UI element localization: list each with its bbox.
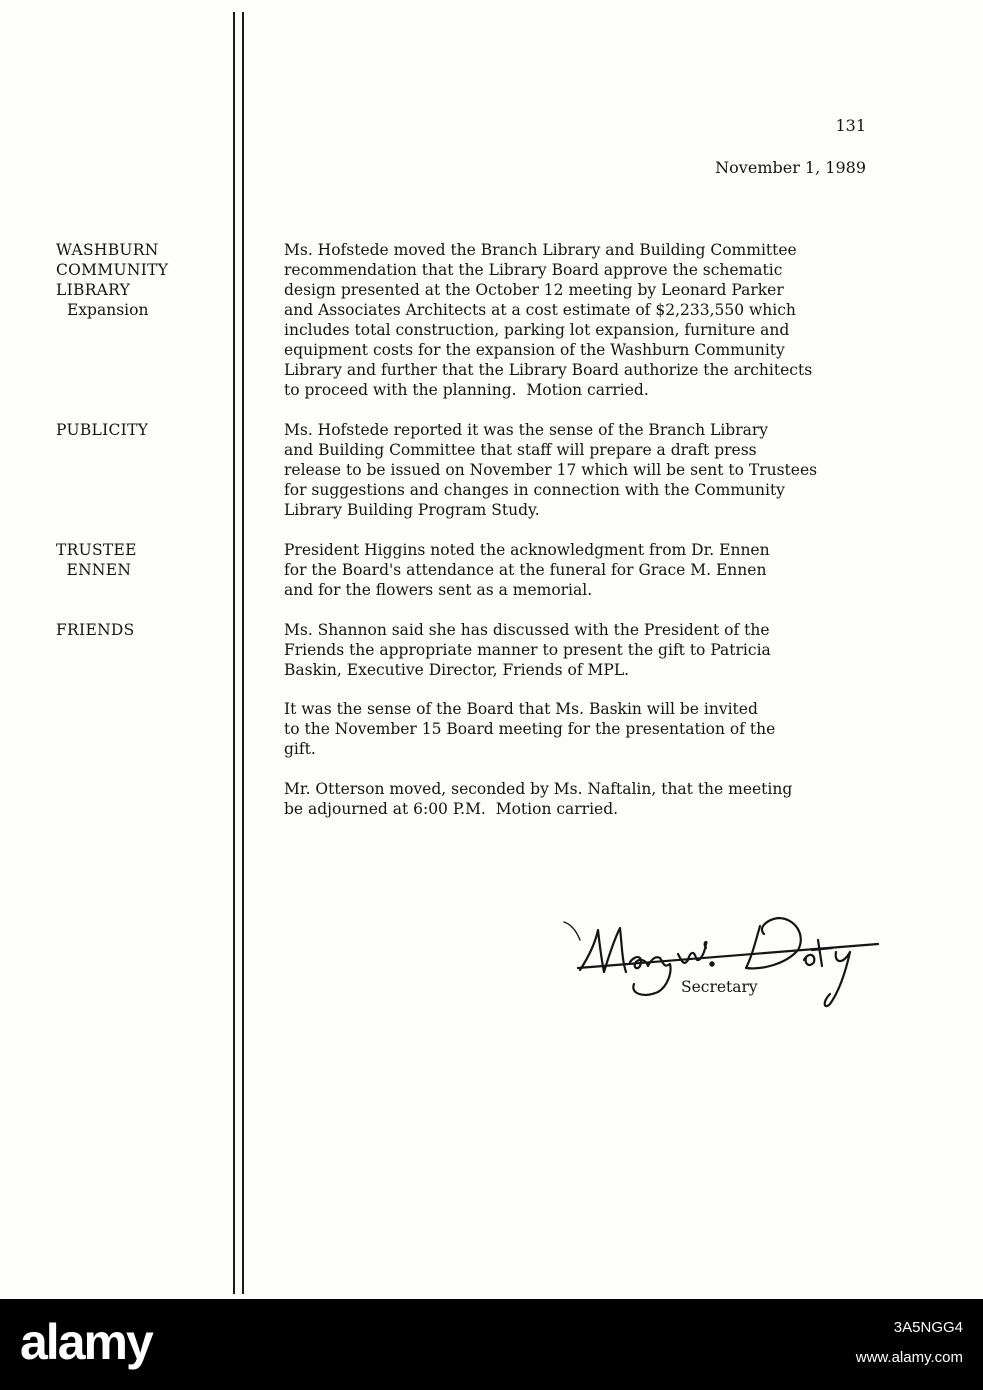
heading-publicity: PUBLICITY bbox=[56, 421, 149, 439]
document-date: November 1, 1989 bbox=[715, 158, 866, 177]
paragraph-adjournment: Mr. Otterson moved, seconded by Ms. Naftalin, that the meeting be adjourned at 6:00 P.M. Motion carried. bbox=[284, 780, 793, 818]
signature-block bbox=[560, 900, 890, 1020]
paragraph-friends: Ms. Shannon said she has discussed with the President of the Friends the appropriate manner to present the gift to Patricia Baskin, Executive Director, Friends of MPL. bbox=[284, 621, 771, 679]
paragraph-publicity: Ms. Hofstede reported it was the sense of the Branch Library and Building Committee that staff will prepare a draft press release to be issued on November 17 which will be sent to Trustees for suggestions and changes in connection with the Community Library Building Program Study. bbox=[284, 421, 818, 519]
page-number: 131 bbox=[835, 116, 866, 135]
signature-name bbox=[600, 918, 607, 919]
heading-washburn-title: WASHBURN COMMUNITY LIBRARY bbox=[56, 241, 169, 299]
handwritten-signature bbox=[560, 900, 890, 1020]
image-id: 3A5NGG4 bbox=[893, 1319, 963, 1336]
watermark-banner bbox=[0, 1299, 983, 1390]
paragraph-trustee-ennen: President Higgins noted the acknowledgment from Dr. Ennen for the Board's attendance at the funeral for Grace M. Ennen and for the flowers sent as a memorial. bbox=[284, 541, 770, 599]
watermark-url: www.alamy.com bbox=[855, 1349, 963, 1366]
paragraph-board-sense: It was the sense of the Board that Ms. Baskin will be invited to the November 15 Board meeting for the presentation of the gift. bbox=[284, 700, 776, 758]
alamy-logo: alamy bbox=[20, 1314, 152, 1370]
heading-washburn bbox=[56, 240, 168, 320]
signature-title: Secretary bbox=[681, 978, 758, 996]
paragraph-washburn-motion: Ms. Hofstede moved the Branch Library and Building Committee recommendation that the Library Board approve the schematic design presented at the October 12 meeting by Leonard Parker and Associates Architects at a cost estimate of $2,233,550 which includes total construction, parking lot expansion, furniture and equipment costs for the expansion of the Washburn Community Library and further that the Library Board authorize the architects to proceed with the planning. Motion carried. bbox=[284, 241, 813, 399]
heading-friends: FRIENDS bbox=[56, 621, 135, 639]
margin-rule-left bbox=[233, 12, 235, 1294]
heading-trustee: TRUSTEE ENNEN bbox=[56, 541, 137, 579]
heading-washburn-sub: Expansion bbox=[67, 301, 149, 319]
margin-rule-right bbox=[242, 12, 244, 1294]
